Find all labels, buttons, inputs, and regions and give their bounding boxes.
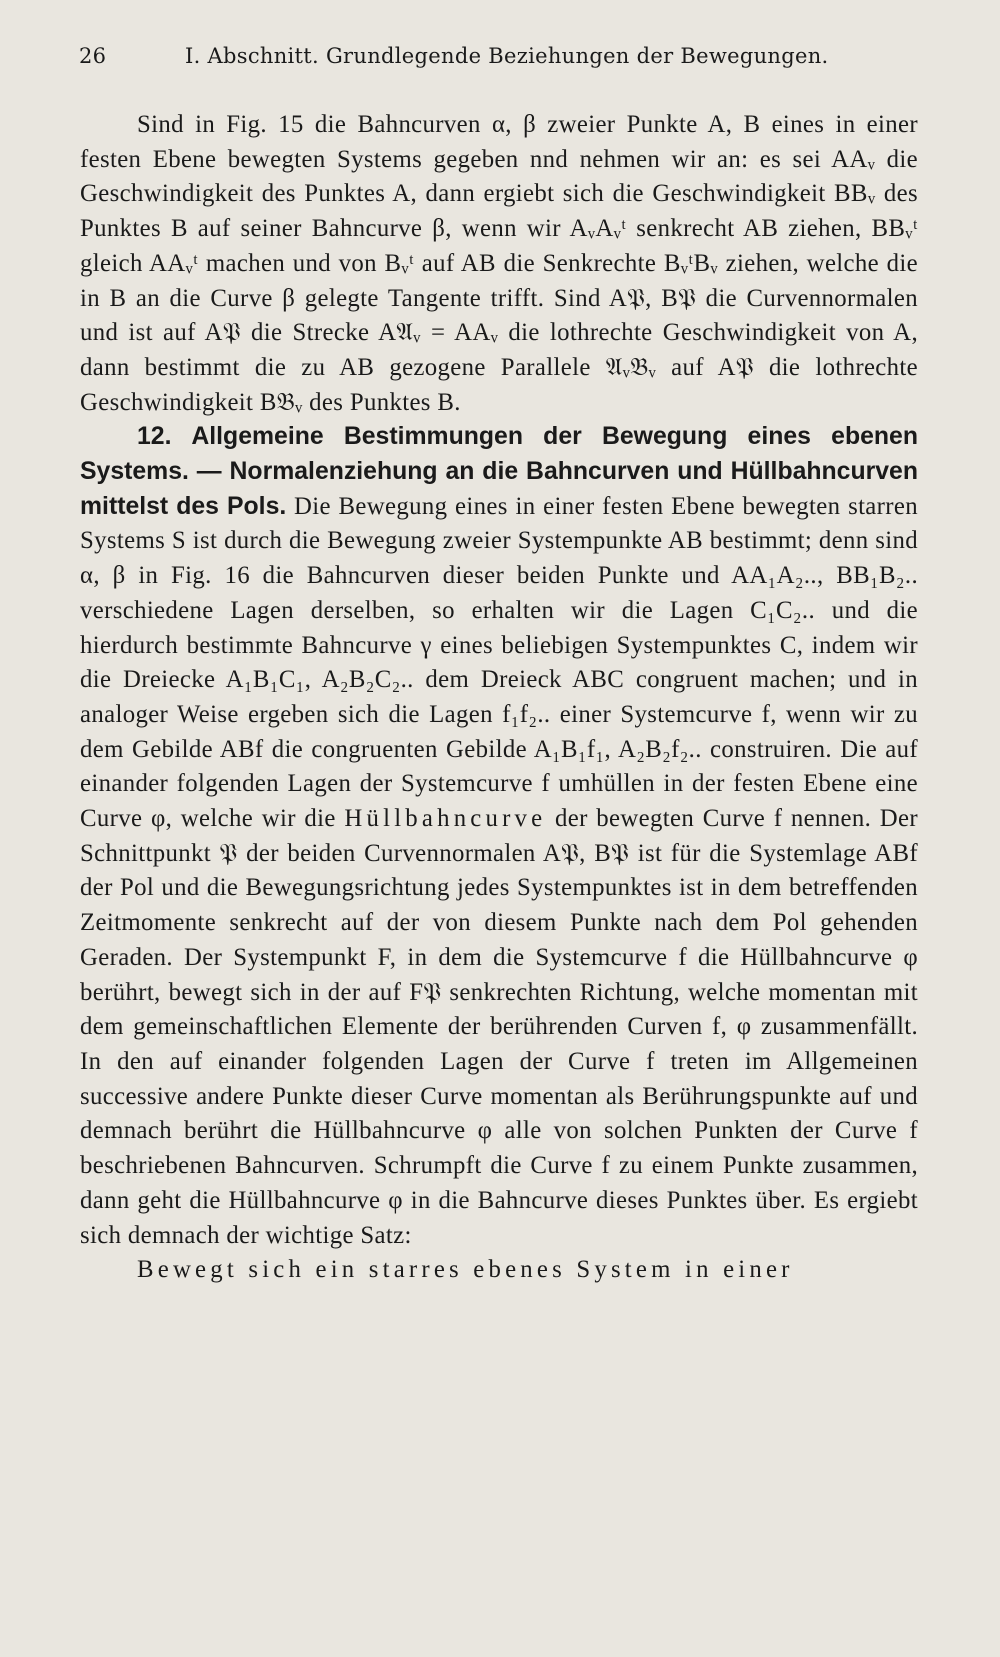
theorem-start	[80, 1253, 918, 1288]
section-text: Die Bewegung eines in einer festen Ebene bewegten starren Systems S ist durch die Bewegung zweier Systempunkte AB bestimmt; denn sind α, β in Fig. 16 die Bahncurven dieser beiden Punkte und AA₁A₂.., BB₁B₂.. verschiedene Lagen derselben, so erhalten wir die Lagen C₁C₂.. und die hierdurch bestimmte Bahncurve γ eines beliebigen Systempunktes C, indem wir die Dreiecke A₁B₁C₁, A₂B₂C₂.. dem Dreieck ABC congruent machen; und in analoger Weise ergeben sich die Lagen f₁f₂.. einer Systemcurve f, wenn wir zu dem Gebilde ABf die congruenten Gebilde A₁B₁f₁, A₂B₂f₂.. construiren. Die auf einander folgenden Lagen der Systemcurve f umhüllen in der festen Ebene eine Curve φ, welche wir die	[80, 492, 918, 833]
section-number: 12.	[137, 423, 172, 451]
section-title: Allgemeine Bestimmungen der Bewegung eines ebenen Systems. — Normalenziehung an die Bahncurven und Hüllbahncurven mittelst des Pols.	[80, 423, 918, 520]
page-body	[80, 108, 918, 1288]
paragraph	[80, 108, 918, 420]
paragraph-text: Sind in Fig. 15 die Bahncurven α, β zweier Punkte A, B eines in einer festen Ebene bewegten Systems gegeben nnd nehmen wir an: es sei AAᵥ die Geschwindigkeit des Punktes A, dann ergiebt sich die Geschwindigkeit BBᵥ des Punktes B auf seiner Bahncurve β, wenn wir AᵥAᵥᵗ senkrecht AB ziehen, BBᵥᵗ gleich AAᵥᵗ machen und von Bᵥᵗ auf AB die Senkrechte BᵥᵗBᵥ ziehen, welche die in B an die Curve β gelegte Tangente trifft. Sind A𝔓, B𝔓 die Curvennormalen und ist auf A𝔓 die Strecke A𝔄ᵥ = AAᵥ die lothrechte Geschwindigkeit von A, dann bestimmt die zu AB gezogene Parallele 𝔄ᵥ𝔅ᵥ auf A𝔓 die lothrechte Geschwindigkeit B𝔅ᵥ des Punktes B.	[80, 111, 918, 416]
header-title: I. Abschnitt. Grundlegende Beziehungen der Bewegungen.	[185, 44, 829, 68]
section-text-continued: der bewegten Curve f nennen. Der Schnittpunkt 𝔓 der beiden Curvennormalen A𝔓, B𝔓 ist für die Systemlage ABf der Pol und die Bewegungsrichtung jedes Systempunktes ist in dem betreffenden Zeitmomente senkrecht auf der von diesem Punkte nach dem Pol gehenden Geraden. Der Systempunkt F, in dem die Systemcurve f die Hüllbahncurve φ berührt, bewegt sich in der auf F𝔓 senkrechten Richtung, welche momentan mit dem gemeinschaftlichen Elemente der berührenden Curven f, φ zusammenfällt. In den auf einander folgenden Lagen der Curve f treten im Allgemeinen successive andere Punkte dieser Curve momentan als Berührungspunkte auf und demnach berührt die Hüllbahncurve φ alle von solchen Punkten der Curve f beschriebenen Bahncurven. Schrumpft die Curve f zu einem Punkte zusammen, dann geht die Hüllbahncurve φ in die Bahncurve dieses Punktes über. Es ergiebt sich demnach der wichtige Satz:	[80, 805, 918, 1249]
section-paragraph	[80, 420, 918, 1253]
theorem-text: Bewegt sich ein starres ebenes System in einer	[137, 1256, 794, 1284]
emphasized-term: Hüllbahncurve	[344, 805, 547, 833]
page-number: 26	[79, 44, 107, 68]
